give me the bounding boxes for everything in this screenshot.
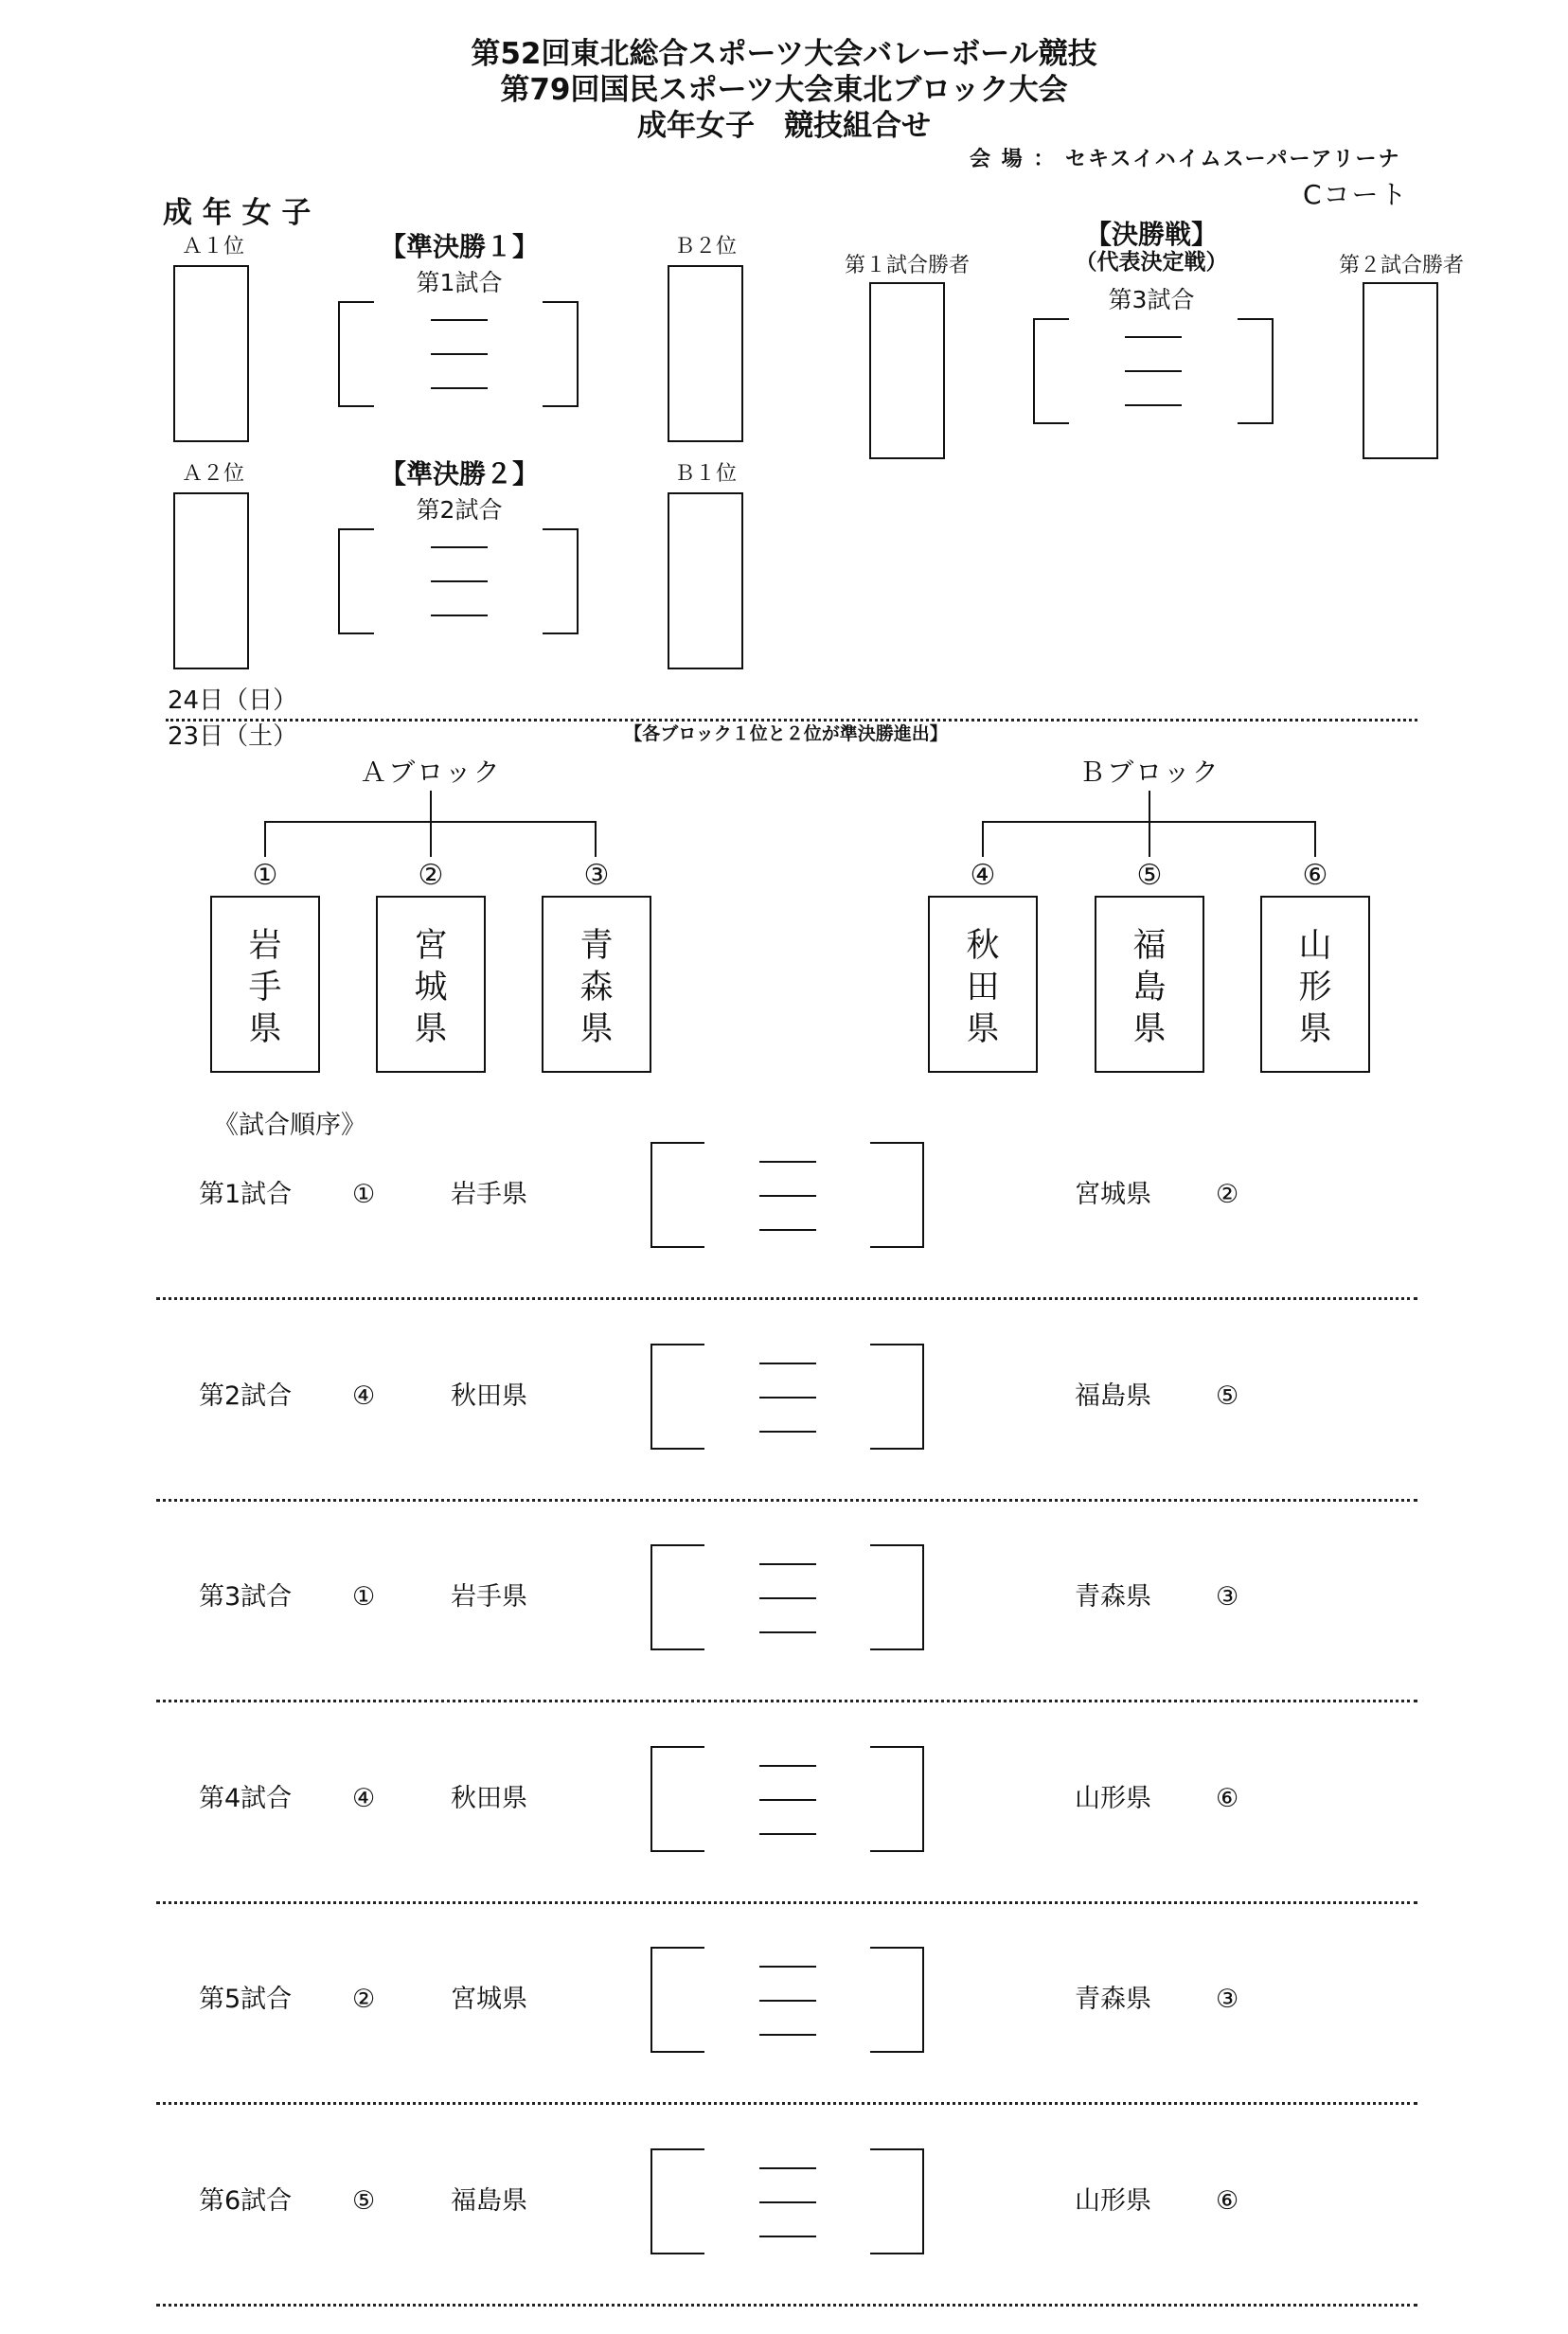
score-line <box>759 2201 816 2203</box>
score-bracket-right <box>870 1947 924 2053</box>
left-team-number: ① <box>352 1180 376 1209</box>
right-team-number: ③ <box>1216 1582 1239 1612</box>
score-line <box>759 1765 816 1767</box>
semi1-right-seed: Ｂ２位 <box>673 235 738 258</box>
match-label: 第1試合 <box>199 1180 293 1209</box>
team-char: 秋 <box>966 927 1000 965</box>
score-line <box>759 2034 816 2036</box>
left-team-number: ① <box>352 1582 376 1612</box>
semi2-left-seed: Ａ２位 <box>181 462 245 486</box>
team-number: ② <box>418 859 444 892</box>
score-bracket-right <box>870 1344 924 1450</box>
right-team-name: 福島県 <box>1075 1381 1151 1411</box>
team-char: 県 <box>414 1010 448 1048</box>
right-team-name: 山形県 <box>1075 1784 1151 1813</box>
left-team-name: 福島県 <box>451 2186 527 2216</box>
team-char: 福 <box>1132 927 1167 965</box>
row-divider <box>156 1297 1417 1300</box>
team-char: 宮 <box>414 927 448 965</box>
team-box-miyagi <box>376 896 486 1073</box>
row-divider <box>156 1700 1417 1702</box>
score-bracket-left <box>650 1947 704 2053</box>
right-team-name: 宮城県 <box>1075 1180 1151 1209</box>
final-title: 【決勝戦】 <box>1084 219 1219 250</box>
team-char: 島 <box>1132 969 1167 1007</box>
left-team-number: ④ <box>352 1381 376 1411</box>
match-label: 第2試合 <box>199 1381 293 1411</box>
score-line <box>759 1563 816 1565</box>
semi2-bracket-left <box>338 528 374 634</box>
final-bracket-left <box>1033 318 1069 424</box>
title-line-1: 第52回東北総合スポーツ大会バレーボール競技 <box>471 37 1097 71</box>
row-divider <box>156 1499 1417 1502</box>
left-team-number: ② <box>352 1985 376 2014</box>
block-a-connector <box>430 821 432 857</box>
right-team-name: 青森県 <box>1075 1985 1151 2014</box>
right-team-number: ② <box>1216 1180 1239 1209</box>
day-divider <box>166 719 1417 722</box>
day2-date: 24日（日） <box>168 686 298 715</box>
final-right-seed: 第２試合勝者 <box>1338 254 1465 277</box>
left-team-number: ④ <box>352 1784 376 1813</box>
score-bracket-left <box>650 1746 704 1852</box>
semi2-title: 【準決勝２】 <box>379 458 540 490</box>
score-line <box>759 1397 816 1399</box>
block-a-connector <box>595 821 597 857</box>
block-b-connector <box>1149 821 1150 857</box>
team-char: 手 <box>248 969 282 1007</box>
score-line <box>759 1195 816 1197</box>
block-b-connector <box>1314 821 1316 857</box>
semi2-score-line <box>431 546 488 548</box>
team-number: ⑥ <box>1302 859 1328 892</box>
score-line <box>759 1229 816 1231</box>
semi1-score-line <box>431 387 488 389</box>
left-team-name: 岩手県 <box>451 1582 527 1612</box>
team-number: ⑤ <box>1136 859 1163 892</box>
team-char: 岩 <box>248 927 282 965</box>
final-right-slot <box>1363 282 1438 459</box>
score-line <box>759 1431 816 1433</box>
title-line-2: 第79回国民スポーツ大会東北ブロック大会 <box>500 73 1068 107</box>
final-score-line <box>1125 336 1182 338</box>
final-left-seed: 第１試合勝者 <box>844 254 971 277</box>
semi1-left-seed: Ａ１位 <box>181 235 245 258</box>
left-team-name: 秋田県 <box>451 1381 527 1411</box>
semi2-bracket-right <box>543 528 579 634</box>
team-char: 城 <box>414 969 448 1007</box>
score-bracket-right <box>870 1142 924 1248</box>
score-bracket-right <box>870 1746 924 1852</box>
final-score-line <box>1125 370 1182 372</box>
category-label: 成 年 女 子 <box>163 196 312 230</box>
day1-date: 23日（土） <box>168 722 298 751</box>
match-label: 第5試合 <box>199 1985 293 2014</box>
left-team-name: 宮城県 <box>451 1985 527 2014</box>
semi1-score-line <box>431 319 488 321</box>
team-char: 県 <box>579 1010 614 1048</box>
right-team-name: 青森県 <box>1075 1582 1151 1612</box>
right-team-number: ③ <box>1216 1985 1239 2014</box>
block-a-connector <box>430 791 432 821</box>
final-score-line <box>1125 404 1182 406</box>
team-box-akita <box>928 896 1038 1073</box>
team-char: 形 <box>1298 969 1332 1007</box>
score-line <box>759 1631 816 1633</box>
score-bracket-left <box>650 1344 704 1450</box>
final-bracket-right <box>1238 318 1274 424</box>
right-team-number: ⑤ <box>1216 1381 1239 1411</box>
team-number: ④ <box>970 859 996 892</box>
score-line <box>759 1799 816 1801</box>
block-a-connector <box>264 821 266 857</box>
row-divider <box>156 2304 1417 2307</box>
team-box-fukushima <box>1095 896 1204 1073</box>
semi2-left-slot <box>173 492 249 669</box>
row-divider <box>156 2102 1417 2105</box>
final-subtitle: （代表決定戦） <box>1075 250 1228 275</box>
left-team-name: 岩手県 <box>451 1180 527 1209</box>
row-divider <box>156 1901 1417 1904</box>
team-char: 田 <box>966 969 1000 1007</box>
semi1-bracket-left <box>338 301 374 407</box>
right-team-number: ⑥ <box>1216 1784 1239 1813</box>
score-line <box>759 2000 816 2002</box>
team-char: 県 <box>1132 1010 1167 1048</box>
match-label: 第6試合 <box>199 2186 293 2216</box>
team-number: ③ <box>583 859 610 892</box>
score-line <box>759 1966 816 1968</box>
team-char: 県 <box>1298 1010 1332 1048</box>
block-b-connector <box>982 821 984 857</box>
semi1-right-slot <box>668 265 743 442</box>
block-b-connector <box>1149 791 1150 821</box>
score-line <box>759 2236 816 2237</box>
title-line-3: 成年女子 競技組合せ <box>637 109 931 143</box>
semi1-bracket-right <box>543 301 579 407</box>
team-char: 県 <box>248 1010 282 1048</box>
score-bracket-left <box>650 2148 704 2254</box>
final-left-slot <box>869 282 945 459</box>
team-box-aomori <box>542 896 651 1073</box>
score-bracket-left <box>650 1544 704 1650</box>
score-line <box>759 1597 816 1599</box>
team-box-iwate <box>210 896 320 1073</box>
block-b-name: Ｂブロック <box>1078 757 1221 788</box>
semi1-score-line <box>431 353 488 355</box>
score-line <box>759 2167 816 2169</box>
advance-note: 【各ブロック１位と２位が準決勝進出】 <box>624 723 948 744</box>
left-team-name: 秋田県 <box>451 1784 527 1813</box>
match-label: 第3試合 <box>199 1582 293 1612</box>
semi1-match-label: 第1試合 <box>416 269 503 296</box>
court-label: Cコート <box>1303 179 1409 210</box>
semi2-right-slot <box>668 492 743 669</box>
score-line <box>759 1363 816 1364</box>
order-heading: 《試合順序》 <box>213 1111 366 1140</box>
venue: 会 場 ： セキスイハイムスーパーアリーナ <box>970 148 1401 171</box>
team-char: 県 <box>966 1010 1000 1048</box>
score-bracket-left <box>650 1142 704 1248</box>
team-char: 青 <box>579 927 614 965</box>
block-a-name: Ａブロック <box>360 757 502 788</box>
right-team-number: ⑥ <box>1216 2186 1239 2216</box>
final-match-label: 第3試合 <box>1108 286 1195 313</box>
semi1-title: 【準決勝１】 <box>379 231 540 262</box>
right-team-name: 山形県 <box>1075 2186 1151 2216</box>
score-line <box>759 1833 816 1835</box>
semi2-match-label: 第2試合 <box>416 496 503 524</box>
semi2-right-seed: Ｂ１位 <box>673 462 738 486</box>
score-line <box>759 1161 816 1163</box>
match-label: 第4試合 <box>199 1784 293 1813</box>
score-bracket-right <box>870 2148 924 2254</box>
semi2-score-line <box>431 615 488 616</box>
semi2-score-line <box>431 580 488 582</box>
team-box-yamagata <box>1260 896 1370 1073</box>
left-team-number: ⑤ <box>352 2186 376 2216</box>
score-bracket-right <box>870 1544 924 1650</box>
team-char: 森 <box>579 969 614 1007</box>
semi1-left-slot <box>173 265 249 442</box>
team-char: 山 <box>1298 927 1332 965</box>
team-number: ① <box>252 859 278 892</box>
